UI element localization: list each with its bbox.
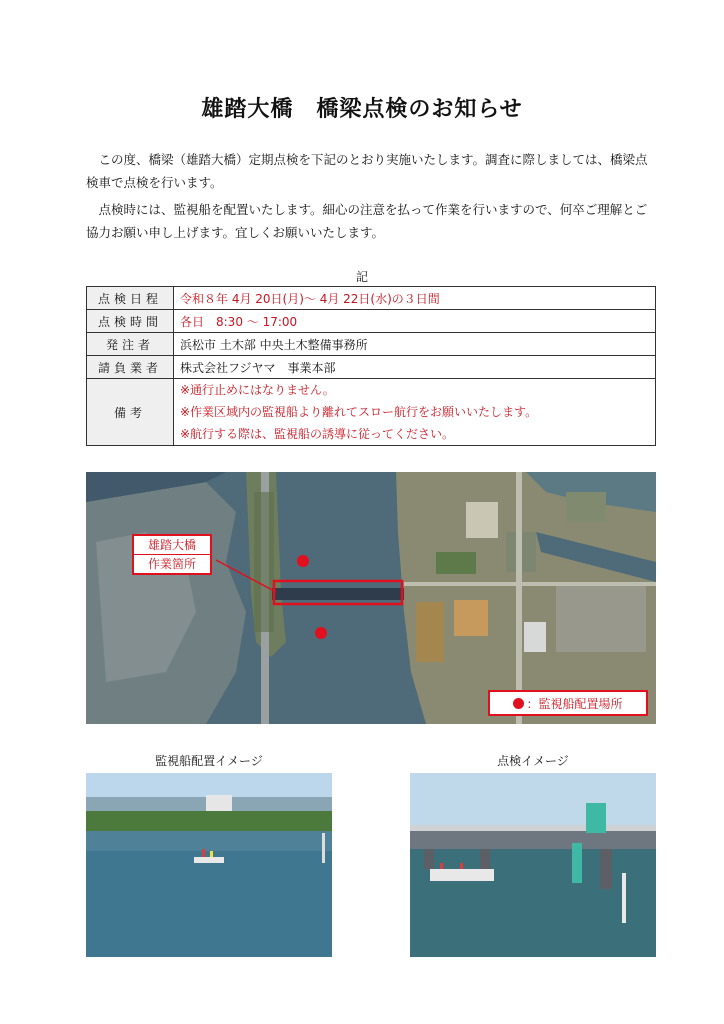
row-label: 点検時間: [87, 310, 174, 333]
patrol-boat-photo: [86, 773, 332, 957]
aerial-map: [86, 472, 656, 724]
schedule-value: 令和８年 4月 20日(月)～ 4月 22日(水)の３日間: [174, 287, 656, 310]
time-value: 各日 8:30 ～ 17:00: [174, 310, 656, 333]
intro-paragraph: この度、橋梁（雄踏大橋）定期点検を下記のとおり実施いたします。調査に際しましては、橋梁点検車で点検を行います。: [86, 152, 648, 190]
remark-line: ※通行止めにはなりません。: [180, 383, 335, 397]
remarks-cell: [174, 379, 656, 446]
callout-label: [132, 534, 212, 575]
remark-line: ※作業区域内の監視船より離れてスロー航行をお願いいたします。: [180, 405, 538, 419]
left-photo-caption: 監視船配置イメージ: [155, 754, 263, 768]
contractor-value: 株式会社フジヤマ 事業本部: [174, 356, 656, 379]
legend-box: [488, 690, 648, 716]
callout-line1: 雄踏大橋: [134, 536, 210, 555]
aerial-map-image: [86, 472, 656, 724]
row-label: 請負業者: [87, 356, 174, 379]
inspection-photo: [410, 773, 656, 957]
table-row: [87, 287, 656, 310]
legend-text: ：監視船配置場所: [526, 696, 623, 711]
right-photo-caption: 点検イメージ: [497, 754, 569, 768]
row-label: 点検日程: [87, 287, 174, 310]
remark-line: ※航行する際は、監視船の誘導に従ってください。: [180, 427, 455, 441]
row-label: 発注者: [87, 333, 174, 356]
page-title: 雄踏大橋 橋梁点検のお知らせ: [201, 97, 523, 122]
table-row: [87, 379, 656, 446]
row-label: 備考: [87, 379, 174, 446]
ki-heading: 記: [355, 270, 368, 284]
table-row: [87, 356, 656, 379]
info-table: [86, 286, 656, 446]
client-value: 浜松市 土木部 中央土木整備事務所: [174, 333, 656, 356]
notice-paragraph: 点検時には、監視船を配置いたします。細心の注意を払って作業を行いますので、何卒ご理解とご協力お願い申し上げます。宜しくお願いいたします。: [86, 202, 648, 240]
table-row: [87, 333, 656, 356]
callout-line2: 作業箇所: [147, 557, 196, 571]
table-row: [87, 310, 656, 333]
boat-marker-icon: [513, 698, 524, 709]
